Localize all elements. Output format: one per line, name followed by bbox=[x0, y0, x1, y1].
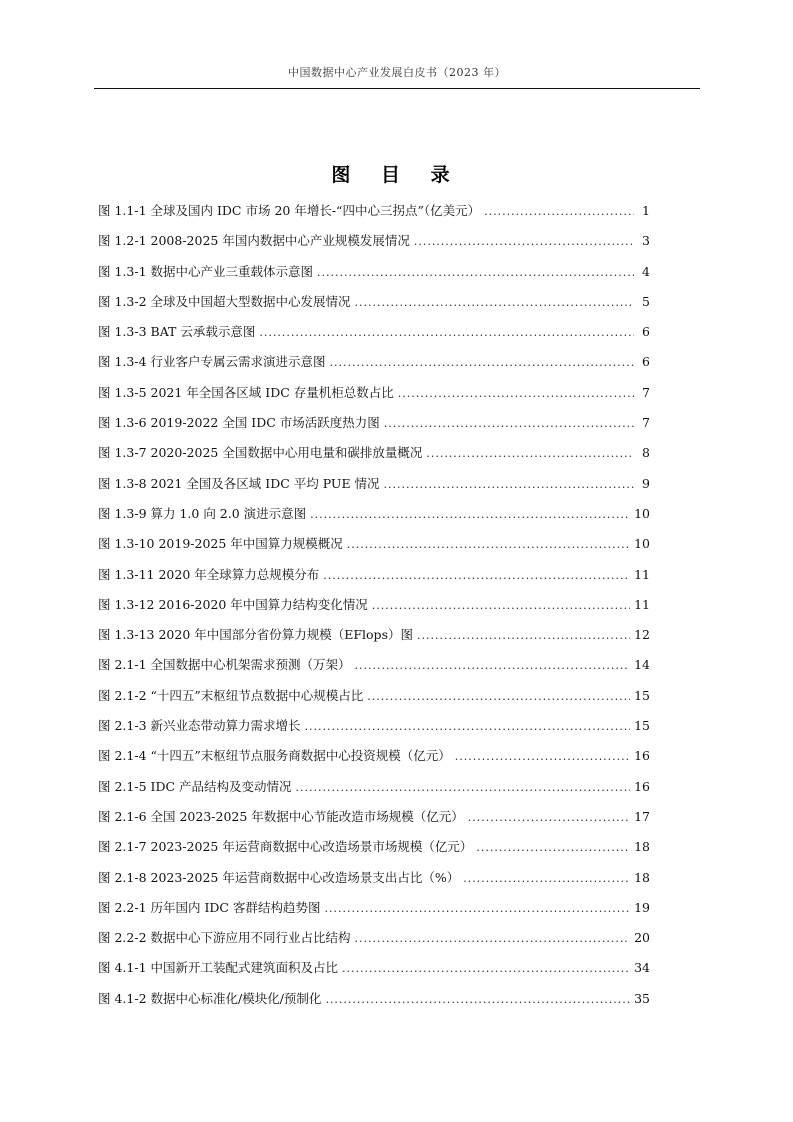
toc-entry[interactable] bbox=[98, 832, 650, 862]
toc-entry-label: 图 1.3-8 2021 全国及各区域 IDC 平均 PUE 情况 bbox=[98, 475, 380, 491]
toc-page-number: 3 bbox=[642, 233, 650, 249]
toc-entry[interactable] bbox=[98, 620, 650, 650]
dot-leader bbox=[484, 197, 634, 227]
toc-entry[interactable] bbox=[98, 196, 650, 226]
toc-entry[interactable] bbox=[98, 560, 650, 590]
toc-entry-label: 图 1.3-3 BAT 云承载示意图 bbox=[98, 324, 256, 340]
dot-leader bbox=[426, 439, 634, 469]
toc-entry[interactable] bbox=[98, 317, 650, 347]
toc-entry[interactable] bbox=[98, 711, 650, 741]
toc-page-number: 15 bbox=[634, 687, 650, 703]
toc-page-number: 10 bbox=[634, 536, 650, 552]
toc-entry[interactable] bbox=[98, 469, 650, 499]
toc-entry-label: 图 1.3-2 全球及中国超大型数据中心发展情况 bbox=[98, 293, 351, 309]
toc-page-number: 6 bbox=[642, 354, 650, 370]
dot-leader bbox=[398, 379, 634, 409]
toc-entry-label: 图 1.3-1 数据中心产业三重载体示意图 bbox=[98, 263, 314, 279]
toc-entry-label: 图 4.1-2 数据中心标准化/模块化/预制化 bbox=[98, 990, 322, 1006]
toc-entry-label: 图 1.3-12 2016-2020 年中国算力结构变化情况 bbox=[98, 596, 368, 612]
toc-entry[interactable] bbox=[98, 347, 650, 377]
toc-entry-label: 图 2.2-2 数据中心下游应用不同行业占比结构 bbox=[98, 930, 351, 946]
toc-page-number: 16 bbox=[634, 778, 650, 794]
dot-leader bbox=[468, 803, 630, 833]
toc-page-number: 16 bbox=[634, 748, 650, 764]
toc-entry-label: 图 2.1-4 “十四五”末枢纽节点服务商数据中心投资规模（亿元） bbox=[98, 748, 451, 764]
dot-leader bbox=[372, 591, 630, 621]
toc-page-number: 15 bbox=[634, 718, 650, 734]
running-header: 中国数据中心产业发展白皮书（2023 年） bbox=[288, 66, 506, 79]
toc-page-number: 34 bbox=[634, 960, 650, 976]
toc-entry-label: 图 1.3-5 2021 年全国各区域 IDC 存量机柜总数占比 bbox=[98, 384, 394, 400]
dot-leader bbox=[325, 985, 630, 1015]
toc-entry-label: 图 2.1-6 全国 2023-2025 年数据中心节能改造市场规模（亿元） bbox=[98, 808, 464, 824]
dot-leader bbox=[384, 409, 634, 439]
toc-entry[interactable] bbox=[98, 863, 650, 893]
dot-leader bbox=[342, 954, 630, 984]
dot-leader bbox=[355, 288, 634, 318]
toc-page-number: 17 bbox=[634, 808, 650, 824]
dot-leader bbox=[324, 894, 630, 924]
dot-leader bbox=[476, 833, 630, 863]
dot-leader bbox=[367, 682, 630, 712]
toc-entry[interactable] bbox=[98, 802, 650, 832]
dot-leader bbox=[417, 621, 630, 651]
toc-entry[interactable] bbox=[98, 408, 650, 438]
toc-entry-label: 图 1.3-13 2020 年中国部分省份算力规模（EFlops）图 bbox=[98, 627, 413, 643]
dot-leader bbox=[305, 712, 631, 742]
dot-leader bbox=[317, 258, 634, 288]
toc-entry-label: 图 2.1-8 2023-2025 年运营商数据中心改造场景支出占比（%） bbox=[98, 869, 460, 885]
toc-entry-label: 图 2.1-5 IDC 产品结构及变动情况 bbox=[98, 778, 292, 794]
toc-entry-label: 图 4.1-1 中国新开工装配式建筑面积及占比 bbox=[98, 960, 339, 976]
header-rule bbox=[94, 88, 700, 89]
toc-entry[interactable] bbox=[98, 984, 650, 1014]
toc-page-number: 12 bbox=[634, 627, 650, 643]
toc-entry[interactable] bbox=[98, 681, 650, 711]
toc-page-number: 7 bbox=[642, 384, 650, 400]
toc-entry[interactable] bbox=[98, 590, 650, 620]
toc-page-number: 7 bbox=[642, 415, 650, 431]
toc-page-number: 11 bbox=[634, 566, 650, 582]
toc-page-number: 1 bbox=[642, 203, 650, 218]
toc-entry[interactable] bbox=[98, 529, 650, 559]
toc-entry[interactable] bbox=[98, 378, 650, 408]
toc-entry-label: 图 1.3-4 行业客户专属云需求演进示意图 bbox=[98, 354, 326, 370]
toc-page-number: 5 bbox=[642, 293, 650, 309]
toc-entry-label: 图 1.3-10 2019-2025 年中国算力规模概况 bbox=[98, 536, 343, 552]
dot-leader bbox=[455, 742, 630, 772]
toc-page-number: 19 bbox=[634, 899, 650, 915]
toc-page-number: 8 bbox=[642, 445, 650, 461]
toc-entry[interactable] bbox=[98, 226, 650, 256]
page-title: 图 目 录 bbox=[331, 163, 462, 186]
toc-page-number: 11 bbox=[634, 596, 650, 612]
dot-leader bbox=[296, 773, 631, 803]
toc-entry-label: 图 2.1-7 2023-2025 年运营商数据中心改造场景市场规模（亿元） bbox=[98, 839, 473, 855]
toc-entry[interactable] bbox=[98, 499, 650, 529]
toc-entry-label: 图 1.3-6 2019-2022 全国 IDC 市场活跃度热力图 bbox=[98, 415, 380, 431]
toc-entry[interactable] bbox=[98, 772, 650, 802]
toc-page-number: 35 bbox=[634, 990, 650, 1006]
toc-entry-label: 图 1.3-11 2020 年全球算力总规模分布 bbox=[98, 566, 320, 582]
toc-entry[interactable] bbox=[98, 953, 650, 983]
toc-page-number: 6 bbox=[642, 324, 650, 340]
toc-entry-label: 图 1.1-1 全球及国内 IDC 市场 20 年增长-“四中心三拐点”（亿美元） bbox=[98, 203, 481, 218]
toc-page-number: 4 bbox=[642, 263, 650, 279]
toc-entry-label: 图 2.1-1 全国数据中心机架需求预测（万架） bbox=[98, 657, 351, 673]
toc-entry-label: 图 2.2-1 历年国内 IDC 客群结构趋势图 bbox=[98, 899, 321, 915]
toc-entry[interactable] bbox=[98, 893, 650, 923]
toc-page-number: 18 bbox=[634, 839, 650, 855]
dot-leader bbox=[323, 561, 630, 591]
figure-list bbox=[98, 196, 650, 1014]
toc-entry-label: 图 2.1-3 新兴业态带动算力需求增长 bbox=[98, 718, 301, 734]
toc-page-number: 20 bbox=[634, 930, 650, 946]
toc-page-number: 9 bbox=[642, 475, 650, 491]
dot-leader bbox=[330, 348, 634, 378]
toc-entry[interactable] bbox=[98, 741, 650, 771]
toc-entry[interactable] bbox=[98, 257, 650, 287]
toc-entry[interactable] bbox=[98, 287, 650, 317]
dot-leader bbox=[355, 924, 631, 954]
dot-leader bbox=[310, 500, 630, 530]
toc-entry[interactable] bbox=[98, 923, 650, 953]
toc-page-number: 10 bbox=[634, 505, 650, 521]
toc-page-number: 14 bbox=[634, 657, 650, 673]
toc-entry-label: 图 1.3-9 算力 1.0 向 2.0 演进示意图 bbox=[98, 505, 307, 521]
toc-entry[interactable] bbox=[98, 438, 650, 468]
dot-leader bbox=[463, 864, 630, 894]
toc-entry[interactable] bbox=[98, 650, 650, 680]
dot-leader bbox=[355, 651, 631, 681]
dot-leader bbox=[259, 318, 634, 348]
toc-entry-label: 图 1.2-1 2008-2025 年国内数据中心产业规模发展情况 bbox=[98, 233, 410, 249]
dot-leader bbox=[347, 530, 630, 560]
toc-entry-label: 图 2.1-2 “十四五”末枢纽节点数据中心规模占比 bbox=[98, 687, 364, 703]
dot-leader bbox=[414, 227, 634, 257]
toc-page-number: 18 bbox=[634, 869, 650, 885]
dot-leader bbox=[384, 470, 634, 500]
toc-entry-label: 图 1.3-7 2020-2025 全国数据中心用电量和碳排放量概况 bbox=[98, 445, 423, 461]
